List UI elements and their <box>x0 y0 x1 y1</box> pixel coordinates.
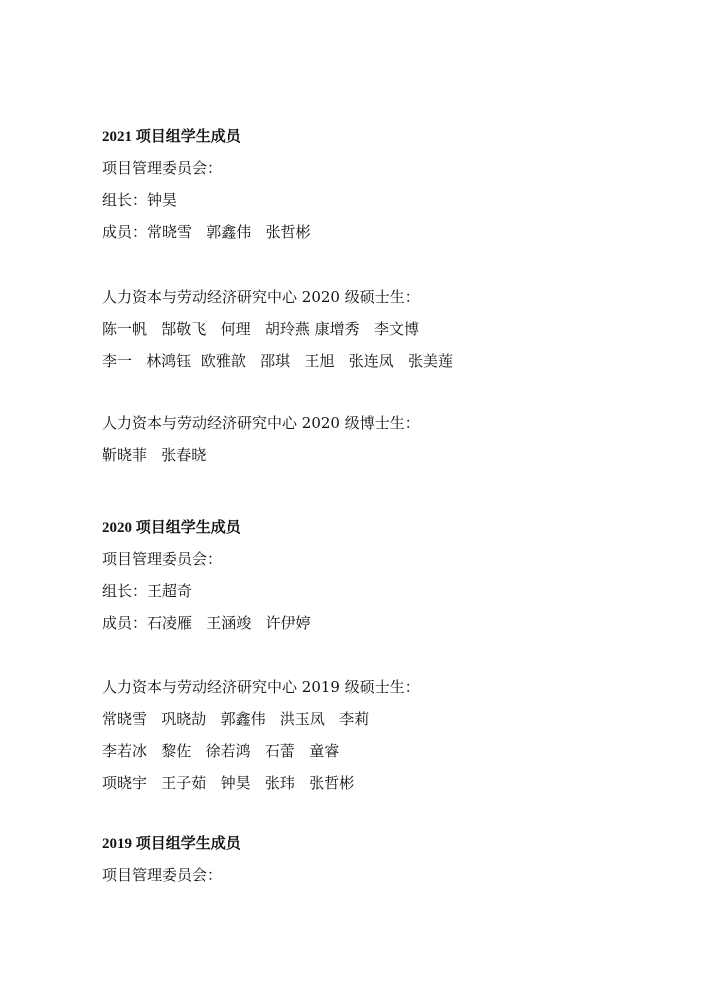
names-row: 常晓雪 巩晓劼 郭鑫伟 洪玉凤 李莉 <box>102 710 370 728</box>
names-row: 李若冰 黎佐 徐若鸿 石蕾 童睿 <box>102 742 340 760</box>
group-label: 人力资本与劳动经济研究中心 2019 级硕士生： <box>102 678 420 696</box>
committee-label: 项目管理委员会： <box>102 159 223 177</box>
members-line: 成员：石凌雁 王涵竣 许伊婷 <box>102 614 311 632</box>
group-2020-phd <box>102 413 420 465</box>
group-label: 人力资本与劳动经济研究中心 2020 级博士生： <box>102 414 420 432</box>
leader-line: 组长：钟昊 <box>102 191 178 209</box>
names-row: 李一 林鸿钰 欧雅歆 邵琪 王旭 张连凤 张美莲 <box>102 352 454 370</box>
group-2019-masters <box>102 677 420 793</box>
committee-label: 项目管理委员会： <box>102 866 223 884</box>
section-2019 <box>102 834 241 885</box>
group-2020-masters <box>102 287 453 371</box>
members-line: 成员：常晓雪 郭鑫伟 张哲彬 <box>102 223 311 241</box>
section-title: 2019 项目组学生成员 <box>102 836 241 852</box>
names-row: 靳晓菲 张春晓 <box>102 446 207 464</box>
names-row: 项晓宇 王子茹 钟昊 张玮 张哲彬 <box>102 774 355 792</box>
section-2020 <box>102 518 311 633</box>
names-row: 陈一帆 郜敬飞 何理 胡玲燕 康增秀 李文博 <box>102 320 419 338</box>
committee-label: 项目管理委员会： <box>102 550 223 568</box>
leader-line: 组长：王超奇 <box>102 582 193 600</box>
section-2021 <box>102 127 311 242</box>
group-label: 人力资本与劳动经济研究中心 2020 级硕士生： <box>102 288 420 306</box>
section-title: 2021 项目组学生成员 <box>102 129 241 145</box>
section-title: 2020 项目组学生成员 <box>102 520 241 536</box>
